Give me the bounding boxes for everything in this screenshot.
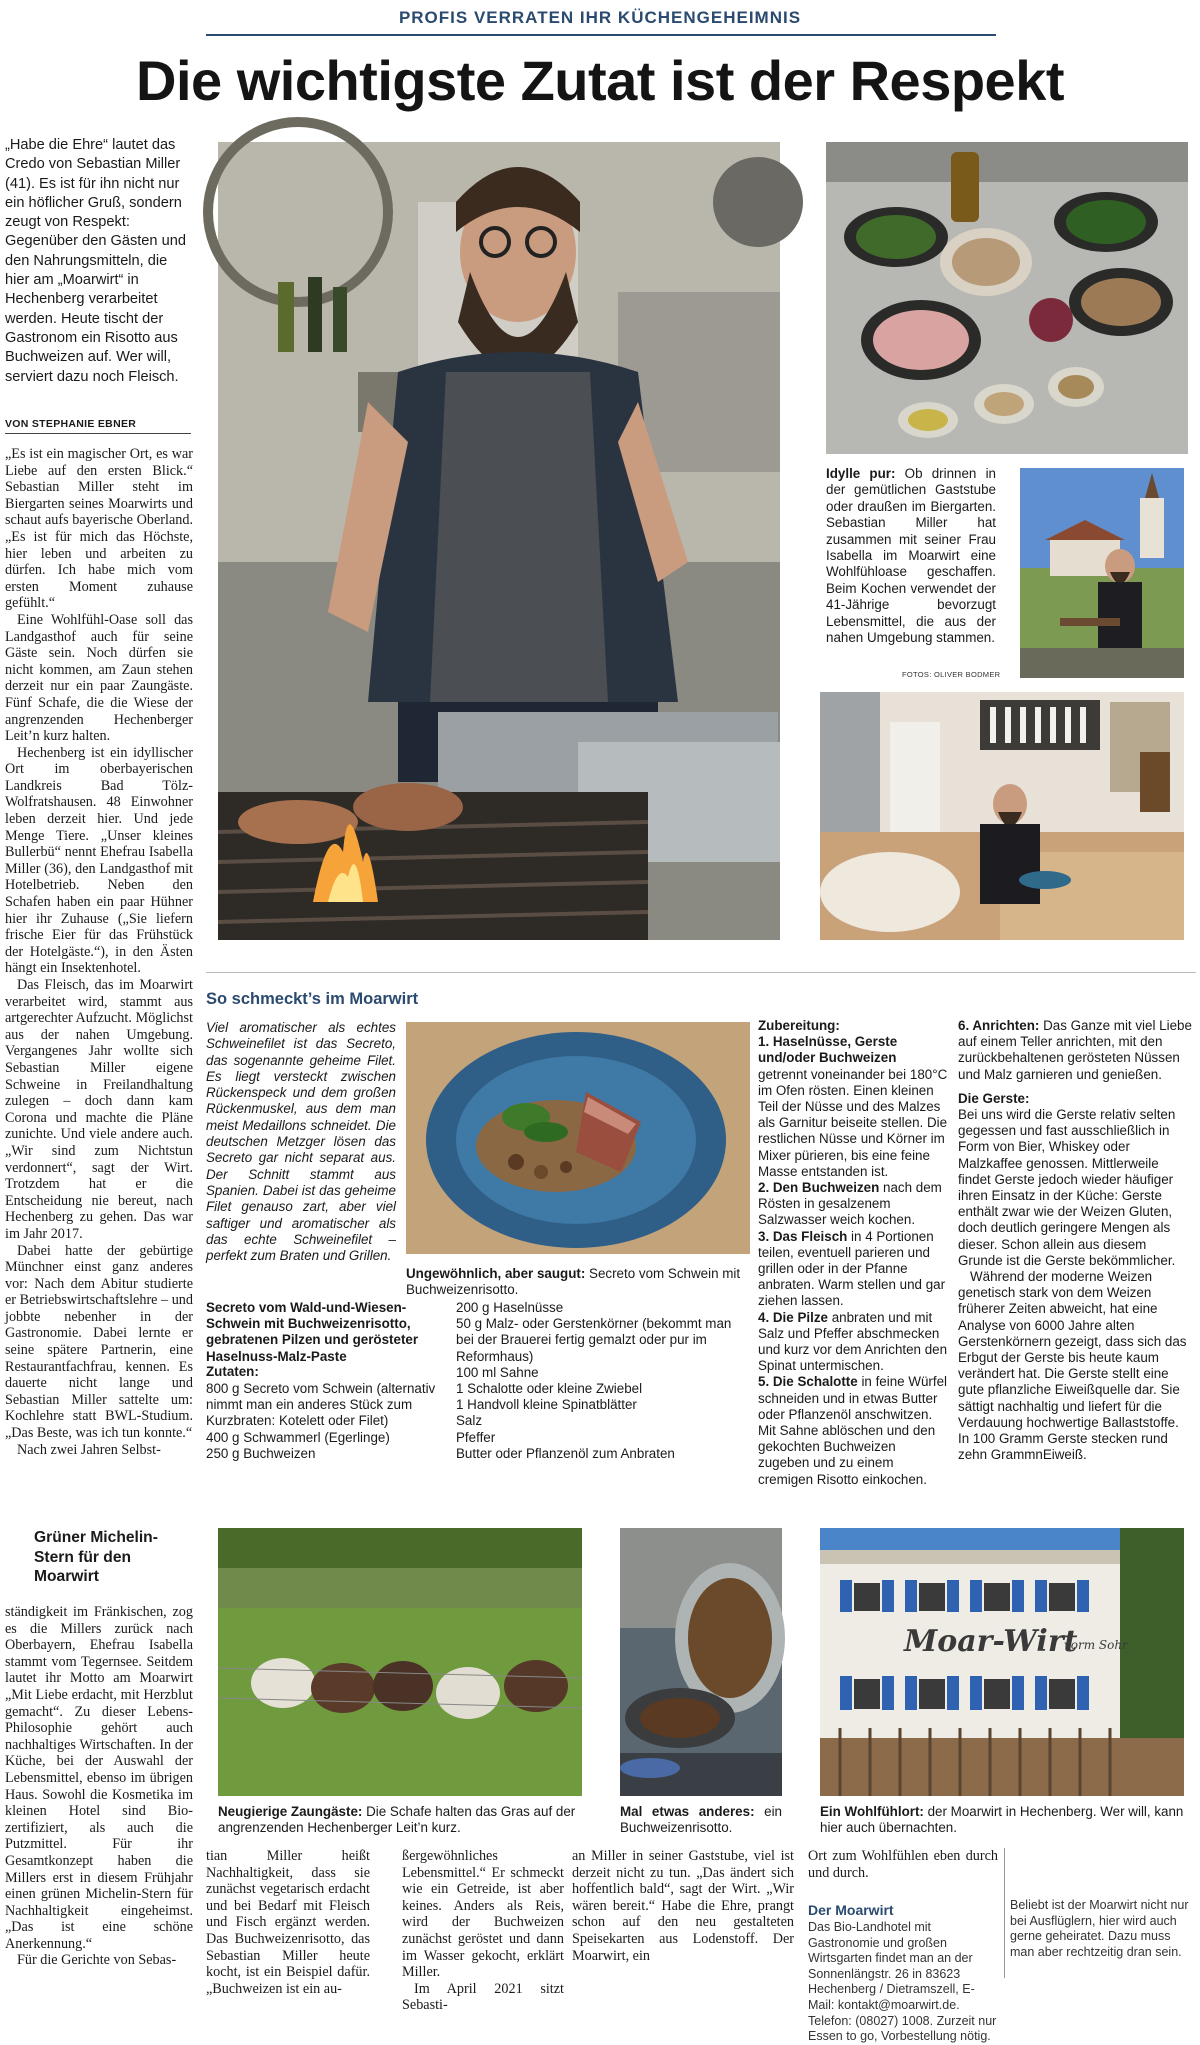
step-2	[758, 1180, 948, 1229]
ingredient: 1 Handvoll kleine Spinatblätter	[456, 1397, 637, 1413]
gerste-label: Die Gerste:	[958, 1090, 1030, 1106]
caption-sheep	[218, 1804, 588, 1837]
caption-text: Ob drinnen in der gemütlichen Gaststube oder draußen im Biergarten. Sebastian Miller hat zusammen mit seiner Frau Isabella im Moarwirt eine Wohlfühloase geschaffen. Beim Kochen verwendet der 41-Jährige bevorzugt Lebensmittel, die aus der nahen Umgebung stammen.	[826, 466, 996, 646]
step-text: getrennt voneinander bei 180°C im Ofen rösten. Einen kleinen Teil der Nüsse und des Malzes als Garnitur beiseite stellen. Die restlichen Nüsse und Körner im Mixer pürieren, bis eine feine Masse entstanden ist.	[758, 1066, 948, 1179]
caption-bold: Ungewöhnlich, aber saugut:	[406, 1266, 586, 1281]
lead-text: „Habe die Ehre“ lautet das Credo von Sebastian Miller (41). Es ist für ihn nicht nur ein höflicher Gruß, sondern zeugt von Respekt: Gegenüber den Gästen und den Nahrungsmitteln, die hier am „Moarwirt“ in Hechenberg verarbeitet werden. Heute tischt der Gastronom ein Risotto aus Buchweizen auf. Wer will, serviert dazu noch Fleisch.	[5, 137, 186, 385]
recipe-intro: Viel aromatischer als echtes Schweinefilet ist das Secreto, das sogenannte geheime Filet. Es liegt versteckt zwischen Rückenspeck und dem großen Rückenmuskel, aus dem man meist Medaillons schneidet. Die deutschen Metzger lösen das Secreto gar nicht separat aus. Der Schnitt stammt aus Spanien. Dabei ist das geheime Filet genauso zart, aber viel saftiger und aromatischer als das echte Schweinefilet – perfekt zum Braten und Grillen.	[206, 1020, 396, 1264]
ingredients-photo	[826, 142, 1188, 454]
photo-credit: FOTOS: OLIVER BODMER	[902, 670, 1001, 679]
gerste-text: Bei uns wird die Gerste relativ selten gegessen und fast ausschließlich in Form von Bier, Whiskey oder Malzkaffee genossen. Mittlerweile findet Gerste jedoch wieder häufiger ihren Einsatz in der Küche: Gerste enthält zwar wie der Weizen Gluten, doch deutlich geringere Mengen als dieser. Schon allein aus diesem Grunde ist die Gerste bekömmlicher.	[958, 1107, 1176, 1268]
paragraph: ßergewöhnliches Lebensmittel.“ Er schmeckt wie ein Getreide, ist aber keines. Anders als Reis, wird der Buchweizen zunächst geröstet und dann im Wasser gekocht, erklärt Miller.	[402, 1848, 564, 1981]
caption-idyll	[826, 466, 996, 646]
pan-photo	[620, 1528, 782, 1796]
kicker: PROFIS VERRATEN IHR KÜCHENGEHEIMNIS	[398, 8, 802, 27]
recipe-dish-name: Secreto vom Wald-und-Wiesen-Schwein mit Buchweizenrisotto, gebratenen Pilzen und gerösteter Haselnuss-Malz-Paste	[206, 1300, 419, 1364]
ingredients-label: Zutaten:	[206, 1364, 259, 1379]
caption-text: der Moarwirt in Hechenberg. Wer will, kann hier auch übernachten.	[820, 1804, 1184, 1836]
ingredient: 800 g Secreto vom Schwein (alternativ nimmt man ein anderes Stück zum Kurzbraten: Kotelett oder Filet)	[206, 1381, 436, 1429]
paragraph: Das Fleisch, das im Moarwirt verarbeitet wird, stammt aus artgerechter Aufzucht. Möglichst aus der nahen Umgebung. Vergangenes Jahr wollte sich Sebastian Miller eigene Schweine in Freilandhaltung zulegen – doch dann kam Corona und machte die Pläne zunichte. Und viele andere auch. „Wir sind zum Nichtstun verdonnert“, sagt der Wirt. Trotzdem hat er die Entscheidung nie bereut, nach Hechenberg zu gehen. Das war im Jahr 2017.	[5, 977, 193, 1242]
article-column-5: Ort zum Wohlfühlen eben durch und durch.	[808, 1848, 998, 1881]
moarwirt-house-photo	[820, 1528, 1184, 1796]
dish-photo	[406, 1022, 750, 1254]
step-6	[958, 1018, 1192, 1083]
interior-photo	[820, 692, 1184, 940]
ingredient: 200 g Haselnüsse	[456, 1300, 564, 1315]
paragraph: Dabei hatte der gebürtige Münchner einst ganz anderes vor: Nach dem Abitur studierte er Betriebswirtschaftslehre – und jobbte nebenher in der Gastronomie. Dabei lernte er seine spätere Partnerin, eine Restaurantfachfrau, kennen. Es dauerte nicht lange und Sebastian Miller sattelte um: Kochlehre statt BWL-Studium. „Das Beste, was ich tun konnte.“	[5, 1242, 193, 1442]
step-bold: 1. Haselnüsse, Gerste und/oder Buchweizen	[758, 1034, 898, 1066]
article-column-1	[5, 446, 193, 1458]
paragraph: „Es ist ein magischer Ort, es war Liebe auf den ersten Blick.“ Sebastian Miller steht im Biergarten seines Moarwirts und schaut aufs bayerische Oberland. „Es ist für mich das Höchste, hier leben und arbeiten zu dürfen. Ich habe mich vom ersten Moment zuhause gefühlt.“	[5, 446, 193, 612]
info-box-title: Der Moarwirt	[808, 1902, 894, 1918]
step-bold: 5. Die Schalotte	[758, 1374, 858, 1390]
column-divider	[1004, 1848, 1005, 1978]
caption-house	[820, 1804, 1184, 1837]
ingredient: 100 ml Sahne	[456, 1364, 539, 1380]
sheep-photo	[218, 1528, 582, 1796]
step-1	[758, 1034, 948, 1180]
article-column-4: an Miller in seiner Gaststube, viel ist derzeit nicht zu tun. „Das ändert sich hoffentlich bald“, sagt der Wirt. „Wir wären bereit.“ Habe die Ehre, prangt schon auf den neu gestalteten Speisekarten aus Lodenstoff. Der Moarwirt, ein	[572, 1848, 794, 1964]
info-box-text-2: Beliebt ist der Moarwirt nicht nur bei Ausflüglern, hier wird auch gerne geheiratet. Dazu muss man aber rechtzeitig dran sein.	[1010, 1898, 1189, 1959]
step-4	[758, 1310, 948, 1375]
step-5	[758, 1374, 948, 1487]
article-column-1b	[5, 1604, 193, 1969]
step-bold: 6. Anrichten:	[958, 1018, 1040, 1033]
paragraph: Nach zwei Jahren Selbst-	[17, 1441, 161, 1458]
ingredient: Pfeffer	[456, 1429, 496, 1445]
article-column-2: tian Miller heißt Nachhaltigkeit, dass sie zunächst vegetarisch erdacht und bei Bedarf mit Fleisch und Fisch ergänzt werden. Das Buchweizenrisotto, das Sebastian Miller heute kocht, ist ein Beispiel dafür. „Buchweizen ist ein au-	[206, 1848, 370, 1997]
house-sign-small: vorm Sohr	[1064, 1638, 1128, 1652]
gerste-text: Während der moderne Weizen genetisch stark von dem Weizen früherer Zeiten abweicht, hat eine Analyse von 6000 Jahre alten Gerstenkörnern gezeigt, dass sich das Erbgut der Gerste bis heute kaum verändert hat. Die Gerste stellt eine gute pflanzliche Eiweißquelle dar. Sie sättigt nachhaltig und liefert für die Verdauung hochwertige Ballaststoffe. In 100 Gramm Gerste stecken rund zehn GrammnEiweiß.	[958, 1269, 1187, 1463]
step-text: Das Ganze mit viel Liebe auf einem Teller anrichten, mit den zurückbehaltenen gerösteten Nüssen und Malz garnieren und genießen.	[958, 1018, 1192, 1082]
caption-dish	[406, 1266, 752, 1299]
ingredients-list-a	[206, 1381, 446, 1462]
kicker-rule	[206, 34, 996, 36]
ingredient: Salz	[456, 1413, 483, 1429]
recipe-box-rule	[206, 972, 1196, 973]
step-text: nach dem Rösten in gesalzenem Salzwasser weich kochen.	[758, 1180, 942, 1228]
ingredients-list-b	[456, 1300, 750, 1462]
subhead-michelin: Grüner Michelin-Stern für den Moarwirt	[34, 1529, 158, 1585]
ingredient: 50 g Malz- oder Gerstenkörner (bekommt man bei der Brauerei fertig gemalzt oder pur im Reformhaus)	[456, 1316, 732, 1364]
prep-label: Zubereitung:	[758, 1018, 840, 1033]
ingredient: Butter oder Pflanzenöl zum Anbraten	[456, 1445, 675, 1461]
step-text: in feine Würfel schneiden und in etwas Butter oder Pflanzenöl anschwitzen. Mit Sahne ablöschen und den gekochten Buchweizen zugeben und zu einem cremigen Risotto einkochen.	[758, 1374, 948, 1487]
recipe-right-column	[958, 1018, 1192, 1463]
caption-bold: Mal etwas anderes:	[620, 1804, 755, 1819]
info-box-text: Das Bio-Landhotel mit Gastronomie und großen Wirtsgarten findet man an der Sonnenlängstr. 26 in 83623 Hechenberg / Dietramszell, E-Mail: kontakt@moarwirt.de. Telefon: (08027) 1008. Zurzeit nur Essen to go, Vorbestellung nötig.	[808, 1920, 997, 2044]
recipe-title: So schmeckt’s im Moarwirt	[206, 990, 419, 1008]
chef-grill-photo	[218, 142, 780, 940]
outdoor-chef-photo	[1020, 468, 1184, 678]
step-bold: 2. Den Buchweizen	[758, 1180, 880, 1196]
step-bold: 4. Die Pilze	[758, 1309, 828, 1325]
paragraph: ständigkeit im Fränkischen, zog es die Millers zurück nach Oberbayern, Ehefrau Isabella stammt vom Tegernsee. Seitdem lautet ihr Motto am Moarwirt „Mit Liebe erdacht, mit Herzblut gemacht“. Zu dieser Lebens-Philosophie gehört auch nachhaltiges Wirtschaften. In der Küche, bei der Auswahl der Lebensmittel, ebenso im übrigen Haus. Sowohl die Kosmetika im kleinen Hotel sind Bio-zertifiziert, als auch die Putzmittel. Für ihr Gesamtkonzept haben die Millers erst in diesem Frühjahr einen grünen Michelin-Stern für Nachhaltigkeit eingeheimst. „Das ist eine schöne Anerkennung.“	[5, 1604, 193, 1952]
byline: VON STEPHANIE EBNER	[5, 418, 191, 434]
step-text: in 4 Portionen teilen, eventuell parieren und grillen oder in der Pfanne anbraten. Warm stellen und gar ziehen lassen.	[758, 1228, 946, 1309]
headline: Die wichtigste Zutat ist der Respekt	[136, 49, 1064, 112]
paragraph: Im April 2021 sitzt Sebasti-	[402, 1980, 564, 2014]
ingredient: 1 Schalotte oder kleine Zwiebel	[456, 1381, 643, 1397]
caption-text: ein Buchweizenrisotto.	[620, 1804, 782, 1836]
caption-bold: Neugierige Zaungäste:	[218, 1804, 363, 1819]
house-sign: Moar-Wirt	[904, 1624, 1078, 1659]
paragraph: Für die Gerichte von Sebas-	[17, 1952, 177, 1969]
paragraph: Eine Wohlfühl-Oase soll das Landgasthof auch für seine Gäste sein. Noch dürfen sie nicht kommen, am Zaun stehen derzeit nur ein paar Zaungäste. Fünf Schafe, die die Wiese der angrenzenden Hechenberger Leit’n kurz halten.	[5, 611, 193, 745]
article-column-3	[402, 1848, 564, 2014]
caption-bold: Idylle pur:	[826, 466, 896, 481]
caption-text: Die Schafe halten das Gras auf der angrenzenden Hechenberger Leit’n kurz.	[218, 1804, 576, 1836]
step-3	[758, 1229, 948, 1310]
ingredient: 250 g Buchweizen	[206, 1445, 316, 1461]
step-bold: 3. Das Fleisch	[758, 1228, 848, 1244]
preparation-steps	[758, 1018, 948, 1488]
paragraph: Hechenberg ist ein idyllischer Ort im oberbayerischen Landkreis Bad Tölz-Wolfratshausen. 48 Einwohner leben derzeit hier. Und jede Menge Tiere. „Unser kleines Bullerbü“ nennt Ehefrau Isabella Miller (36), den Landgasthof mit Hotelbetrieb. Neben den Schafen haben ein paar Hühner hier ihr Zuhause („Sie liefern frische Eier für das Frühstück der Hotelgäste.“), in den Ästen hängt ein Insektenhotel.	[5, 744, 193, 977]
step-text: anbraten und mit Salz und Pfeffer abschmecken und kurz vor dem Anrichten den Spinat untermischen.	[758, 1309, 948, 1374]
ingredient: 400 g Schwammerl (Egerlinge)	[206, 1429, 390, 1445]
caption-text: Secreto vom Schwein mit Buchweizenrisotto.	[406, 1266, 741, 1298]
caption-bold: Ein Wohlfühlort:	[820, 1804, 924, 1819]
caption-pan	[620, 1804, 782, 1837]
